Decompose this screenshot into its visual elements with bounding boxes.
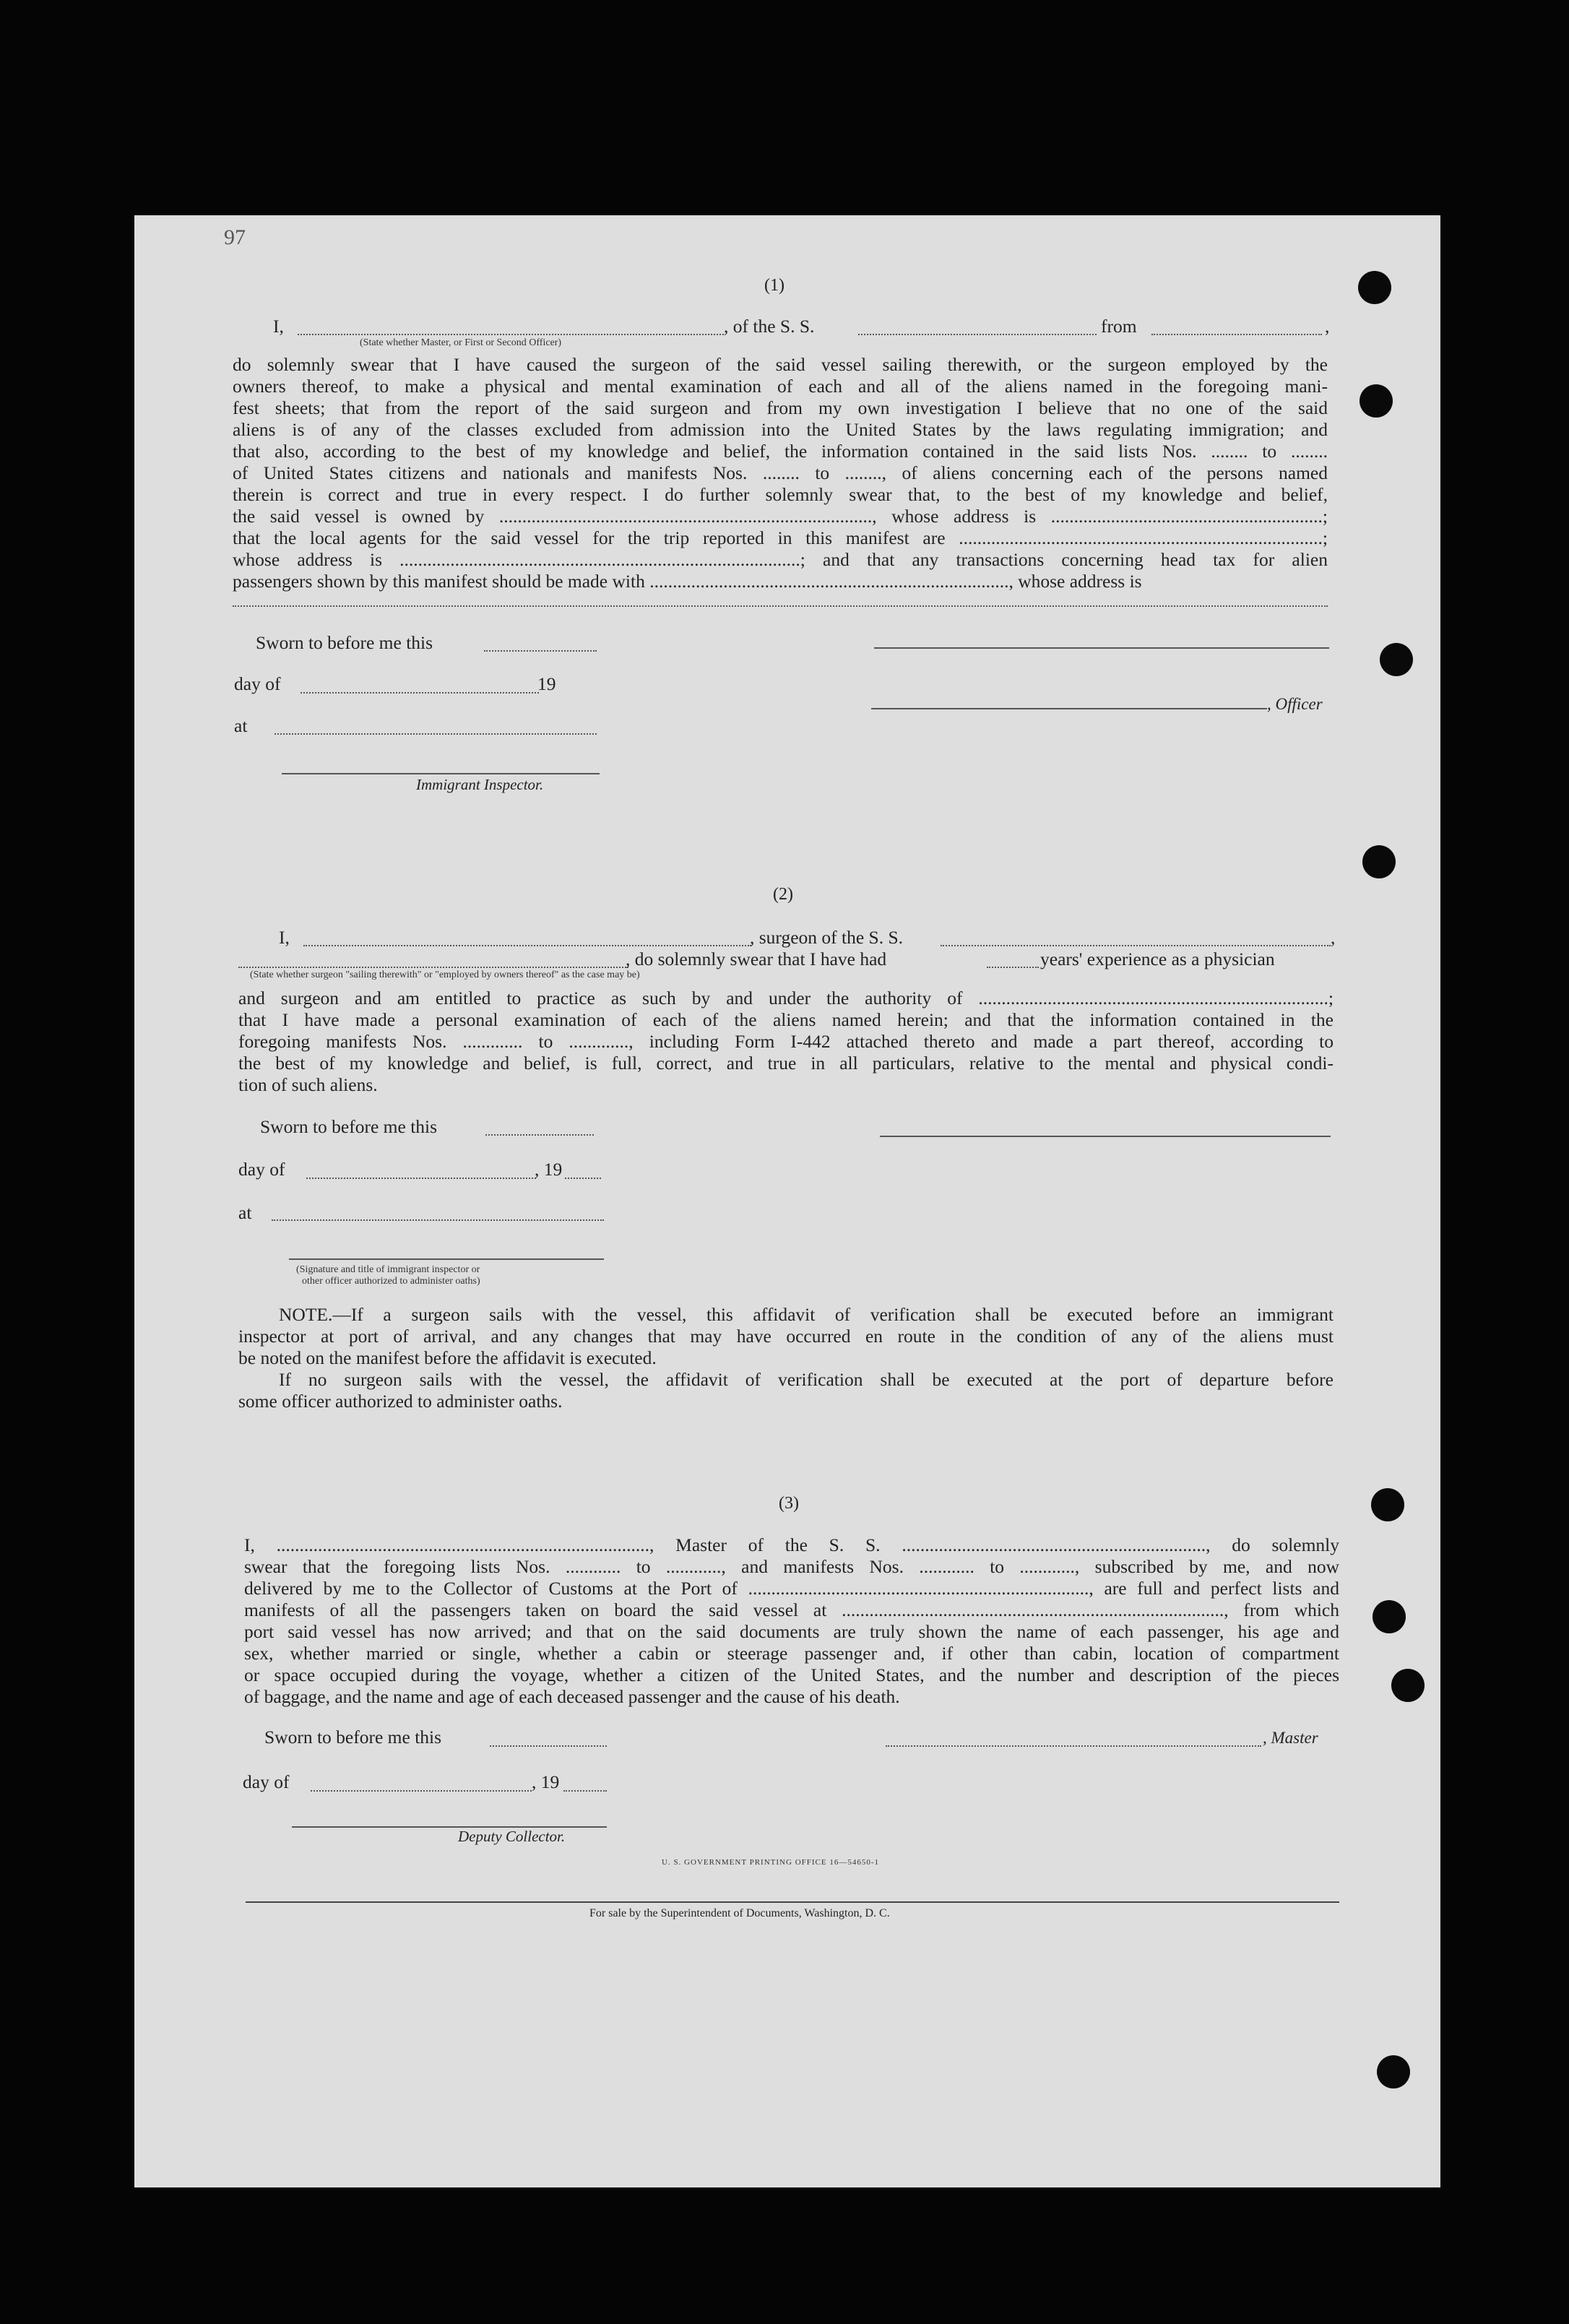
s3-line: port said vessel has now arrived; and that on the said documents are truly shown the name of each passenger, his age and	[244, 1621, 1339, 1642]
s1-master-field	[298, 334, 724, 335]
s2-line1-end: ,	[1331, 927, 1336, 948]
binder-hole	[1360, 384, 1393, 418]
s1-line: that also, according to the best of my knowledge and belief, the information contained in the said lists Nos. ........ to ........	[233, 441, 1328, 462]
s2-year: , 19	[535, 1159, 563, 1180]
s2-surgeon-type-field	[238, 967, 628, 968]
s1-line1-of-ss: , of the S. S.	[724, 316, 815, 337]
s3-master-label: , Master	[1263, 1729, 1318, 1747]
s2-line: that I have made a personal examination of each of the aliens named herein; and that the information contained in the	[238, 1009, 1334, 1030]
s2-surgeon-field	[303, 945, 751, 946]
s2-sworn-label: Sworn to before me this	[260, 1116, 438, 1137]
s3-line: swear that the foregoing lists Nos. ............ to ............, and manifests Nos. ............ to ............, subscribed by me, and now	[244, 1556, 1339, 1577]
s2-line: foregoing manifests Nos. ............. to ............., including Form I-442 attached thereto and made a part thereof, according to	[238, 1031, 1334, 1052]
binder-hole	[1380, 643, 1413, 676]
section-2-text	[238, 988, 1334, 1096]
s3-sworn-label: Sworn to before me this	[264, 1727, 442, 1748]
s2-ship-field	[941, 945, 1331, 946]
s2-line: and surgeon and am entitled to practice as such by and under the authority of ............................................................................;	[238, 988, 1334, 1008]
s3-deputy-label: Deputy Collector.	[458, 1828, 566, 1845]
s3-master-signature-line	[886, 1745, 1261, 1747]
s1-sworn-field	[484, 650, 597, 652]
s3-line: I, ................................................................................., Master of the S. S. .................................................................., do solemnly	[244, 1534, 1339, 1555]
s1-line: that the local agents for the said vessel for the trip reported in this manifest are ...............................................................................;	[233, 527, 1328, 548]
s1-caption: (State whether Master, or First or Second Officer)	[360, 337, 562, 348]
s2-at-label: at	[238, 1202, 252, 1223]
s1-officer-label: , Officer	[1267, 695, 1323, 713]
binder-hole	[1373, 1600, 1406, 1633]
s2-inspector-line	[289, 1258, 604, 1260]
s3-day-field	[311, 1790, 532, 1792]
s1-line: fest sheets; that from the report of the said surgeon and from my own investigation I believe that no one of the said	[233, 397, 1328, 418]
s1-line: do solemnly swear that I have caused the surgeon of the said vessel sailing therewith, or the surgeon employed by the	[233, 354, 1328, 375]
sale-note: For sale by the Superintendent of Documents, Washington, D. C.	[589, 1907, 890, 1919]
s2-sig-caption-2: other officer authorized to administer oaths)	[302, 1276, 480, 1287]
s2-line1-i: I,	[279, 927, 290, 948]
s1-line: the said vessel is owned by ................................................................................., whose address is ...........................................................;	[233, 506, 1328, 527]
note-line: NOTE.—If a surgeon sails with the vessel, this affidavit of verification shall be executed before an immigrant	[279, 1304, 1334, 1325]
note-line: be noted on the manifest before the affidavit is executed.	[238, 1347, 657, 1368]
s1-line1-end: ,	[1325, 316, 1330, 337]
s1-line: aliens is of any of the classes excluded from admission into the United States by the laws regulating immigration; and	[233, 419, 1328, 440]
section-2-note	[238, 1304, 1334, 1412]
s1-officer-signature-line	[871, 708, 1267, 709]
s3-line: delivered by me to the Collector of Customs at the Port of .........................................................................., are full and perfect lists and	[244, 1578, 1339, 1599]
s1-day-field	[301, 692, 539, 694]
s3-year: , 19	[532, 1771, 560, 1792]
s2-caption: (State whether surgeon "sailing therewith" or "employed by owners thereof" as the case may be)	[250, 969, 640, 980]
s2-line2-years: years' experience as a physician	[1040, 949, 1275, 969]
s1-officer-upper-line	[874, 647, 1329, 649]
s1-line: passengers shown by this manifest should be made with .............................................................................., whose address is	[233, 571, 1142, 592]
s2-line1-surgeon: , surgeon of the S. S.	[750, 927, 904, 948]
section-3-text	[244, 1534, 1339, 1708]
s2-day-of-label: day of	[238, 1159, 285, 1180]
note-line: inspector at port of arrival, and any changes that may have occurred en route in the condition of any of the aliens must	[238, 1326, 1334, 1347]
s1-address-continuation	[233, 605, 1328, 607]
s1-day-of-label: day of	[234, 673, 281, 694]
s1-line: therein is correct and true in every respect. I do further solemnly swear that, to the best of my knowledge and belief,	[233, 484, 1328, 505]
s3-line: manifests of all the passengers taken on board the said vessel at ..................................................................................., from which	[244, 1599, 1339, 1620]
binder-hole	[1377, 2055, 1410, 2088]
page-number-mark: 97	[224, 225, 246, 249]
s1-year: 19	[537, 673, 556, 694]
s1-from-field	[1151, 334, 1322, 335]
s3-day-of-label: day of	[243, 1771, 290, 1792]
s2-years-field	[987, 967, 1039, 968]
s2-year-field	[565, 1178, 601, 1179]
s1-at-label: at	[234, 715, 248, 736]
s2-at-field	[272, 1219, 604, 1221]
note-line: some officer authorized to administer oaths.	[238, 1391, 563, 1412]
s2-line2-swear: , do solemnly swear that I have had	[626, 949, 887, 969]
binder-hole	[1358, 271, 1391, 304]
binder-hole	[1391, 1669, 1425, 1702]
s1-inspector-label: Immigrant Inspector.	[416, 776, 544, 793]
section-2-number: (2)	[773, 885, 793, 904]
s2-line: the best of my knowledge and belief, is full, correct, and true in all particulars, relative to the mental and physical condi-	[238, 1053, 1334, 1074]
s2-day-field	[306, 1178, 536, 1179]
s2-sig-caption-1: (Signature and title of immigrant inspector or	[296, 1264, 480, 1275]
s1-line: whose address is .......................................................................................; and that any transactions concerning head tax for alien	[233, 549, 1328, 570]
s1-inspector-line	[282, 773, 600, 774]
s1-line: owners thereof, to make a physical and mental examination of each and all of the aliens named in the foregoing mani-	[233, 376, 1328, 397]
print-office-line: U. S. GOVERNMENT PRINTING OFFICE 16—54650-1	[662, 1858, 880, 1867]
s1-line: of United States citizens and nationals and manifests Nos. ........ to ........, of aliens concerning each of the persons named	[233, 462, 1328, 483]
binder-hole	[1362, 845, 1396, 878]
binder-hole	[1371, 1488, 1404, 1521]
s1-at-field	[275, 733, 597, 735]
section-1-text	[233, 354, 1328, 592]
s3-line: sex, whether married or single, whether a cabin or steerage passenger and, if other than cabin, location of compartment	[244, 1643, 1339, 1664]
s1-line1-from: from	[1101, 316, 1137, 337]
section-3-number: (3)	[779, 1494, 799, 1513]
footer-rule	[246, 1901, 1339, 1903]
s3-line: of baggage, and the name and age of each deceased passenger and the cause of his death.	[244, 1686, 900, 1707]
s2-sworn-field	[485, 1134, 594, 1136]
section-1-number: (1)	[764, 276, 784, 295]
s1-sworn-label: Sworn to before me this	[256, 632, 433, 653]
s2-surgeon-signature-line	[880, 1136, 1331, 1137]
s1-line1-i: I,	[273, 316, 284, 337]
s3-sworn-field	[490, 1745, 607, 1747]
s1-ship-field	[858, 334, 1097, 335]
s3-year-field	[563, 1790, 607, 1792]
note-line: If no surgeon sails with the vessel, the affidavit of verification shall be executed at the port of departure before	[279, 1369, 1334, 1390]
s3-line: or space occupied during the voyage, whether a citizen of the United States, and the number and description of the pieces	[244, 1664, 1339, 1685]
s2-line: tion of such aliens.	[238, 1074, 378, 1095]
